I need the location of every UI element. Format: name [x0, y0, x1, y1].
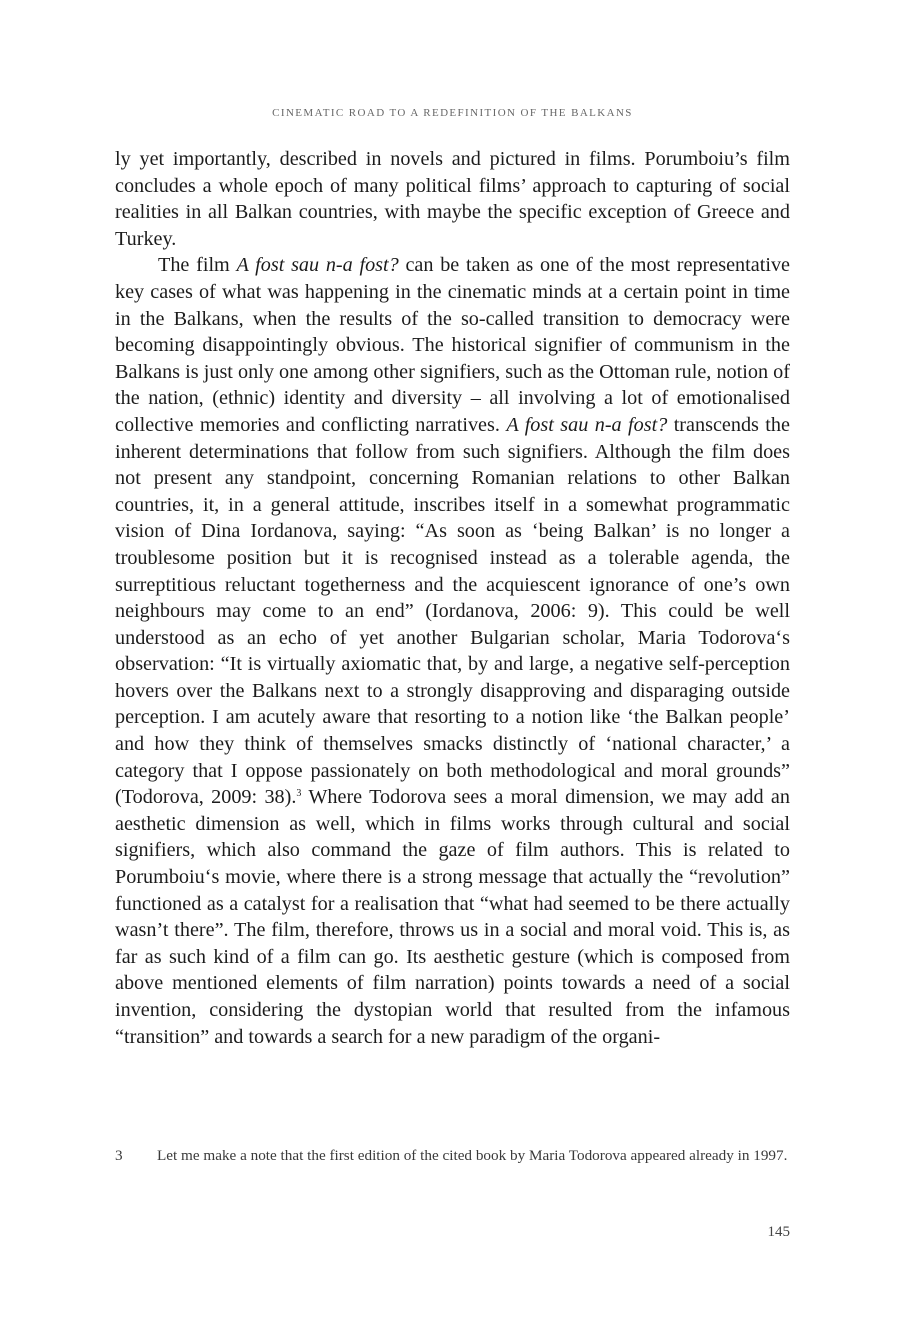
paragraph-2-text: can be taken as one of the most representative key cases of what was happening in the cinematic minds at a certain point in time in the Balkans, when the results of the so-called transition to democracy were becoming disappointingly obvious. The historical signifier of communism in the Balkans is just only one among other signifiers, such as the Ottoman rule, notion of the nation, (ethnic) identity and diversity – all involving a lot of emotionalised collective memories and conflicting narratives. [115, 254, 790, 436]
running-head: CINEMATIC ROAD TO A REDEFINITION OF THE BALKANS [272, 107, 633, 119]
footnote-reference: 3 [296, 788, 302, 800]
footnote [115, 1145, 790, 1167]
paragraph-2 [115, 252, 790, 1050]
film-title: A fost sau n-a fost? [236, 254, 399, 277]
paragraph-1: ly yet importantly, described in novels and pictured in films. Porumboiu’s film concludes a whole epoch of many political films’ approach to capturing of social realities in all Balkan countries, with maybe the specific exception of Greece and Turkey. [115, 148, 790, 250]
page-number: 145 [767, 1224, 790, 1240]
body-text [115, 146, 790, 1050]
footnote-number: 3 [115, 1147, 123, 1164]
paragraph-2-text: Where Todorova sees a moral dimension, we may add an aesthetic dimension as well, which in films works through cultural and social signifiers, which also command the gaze of film authors. This is related to Porumboiu‘s movie, where there is a strong message that actually the “revolution” functioned as a catalyst for a realisation that “what had seemed to be there actually wasn’t there”. The film, therefore, throws us in a social and moral void. This is, as far as such kind of a film can go. Its aesthetic gesture (which is composed from above mentioned elements of film narration) points towards a need of a social invention, considering the dystopian world that resulted from the infamous “transition” and towards a search for a new paradigm of the organi- [115, 786, 790, 1048]
footnote-text: Let me make a note that the first edition of the cited book by Maria Todorova appeared already in 1997. [157, 1147, 788, 1164]
paragraph-2-text: transcends the inherent determinations that follow from such signifiers. Although the film does not present any standpoint, concerning Romanian relations to other Balkan countries, it, in a general attitude, inscribes itself in a somewhat programmatic vision of Dina Iordanova, saying: “As soon as ‘being Balkan’ is no longer a troublesome position but it is recognised instead as a tolerable agenda, the surreptitious reluctant togetherness and the acquiescent ignorance of one’s own neighbours may come to an end” (Iordanova, 2006: 9). This could be well understood as an echo of yet another Bulgarian scholar, Maria Todorova‘s observation: “It is virtually axiomatic that, by and large, a negative self-perception hovers over the Balkans next to a strongly disapproving and disparaging outside perception. I am acutely aware that resorting to a notion like ‘the Balkan people’ and how they think of themselves smacks distinctly of ‘national character,’ a category that I oppose passionately on both methodological and moral grounds” (Todorova, 2009: 38). [115, 413, 790, 809]
paragraph-2-text: The film [158, 254, 237, 277]
film-title: A fost sau n-a fost? [506, 413, 668, 436]
